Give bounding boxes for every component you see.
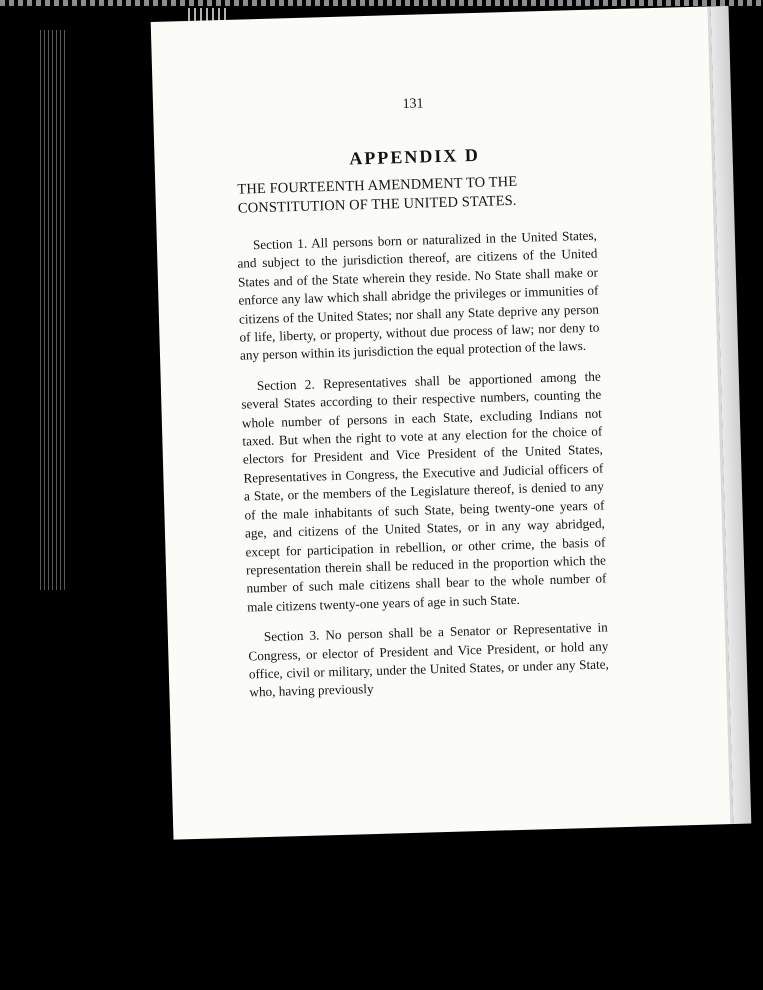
section-2-paragraph: Section 2. Representatives shall be apportioned among the several States according to their respective numbers, counting the whole number of persons in each State, excluding Indians not taxed. But when the right to vote at any election for the choice of electors for President and Vice President of the United States, Representatives in Congress, the Executive and Judicial officers of a State, or the members of the Legislature thereof, is denied to any of the male inhabitants of such State, being twenty-one years of age, and citizens of the United States, or in any way abridged, except for participation in rebellion, or other crime, the basis of representation therein shall be reduced in the proportion which the number of such male citizens shall bear to the whole number of male citizens twenty-one years of age in such State. (241, 368, 607, 615)
page-number: 131 (402, 96, 424, 112)
scan-margin-artifact (40, 30, 66, 590)
appendix-title: APPENDIX D (349, 144, 481, 169)
page-content (233, 92, 610, 715)
section-3-paragraph: Section 3. No person shall be a Senator or Representative in Congress, or elector of President and Vice President, or hold any office, civil or military, under the United States, or under any State, who, having previously (248, 619, 610, 700)
document-page (151, 6, 734, 839)
scan-top-strip (0, 0, 763, 6)
section-1-paragraph: Section 1. All persons born or naturalized in the United States, and subject to the jurisdiction thereof, are citizens of the United States and of the State wherein they reside. No State shall make or enforce any law which shall abridge the privileges or immunities of citizens of the United States; nor shall any State deprive any person of life, liberty, or property, without due process of law; nor deny to any person within its jurisdiction the equal protection of the laws. (237, 227, 600, 364)
amendment-title: THE FOURTEENTH AMENDMENT TO THE CONSTITUTION OF THE UNITED STATES. (237, 173, 518, 217)
